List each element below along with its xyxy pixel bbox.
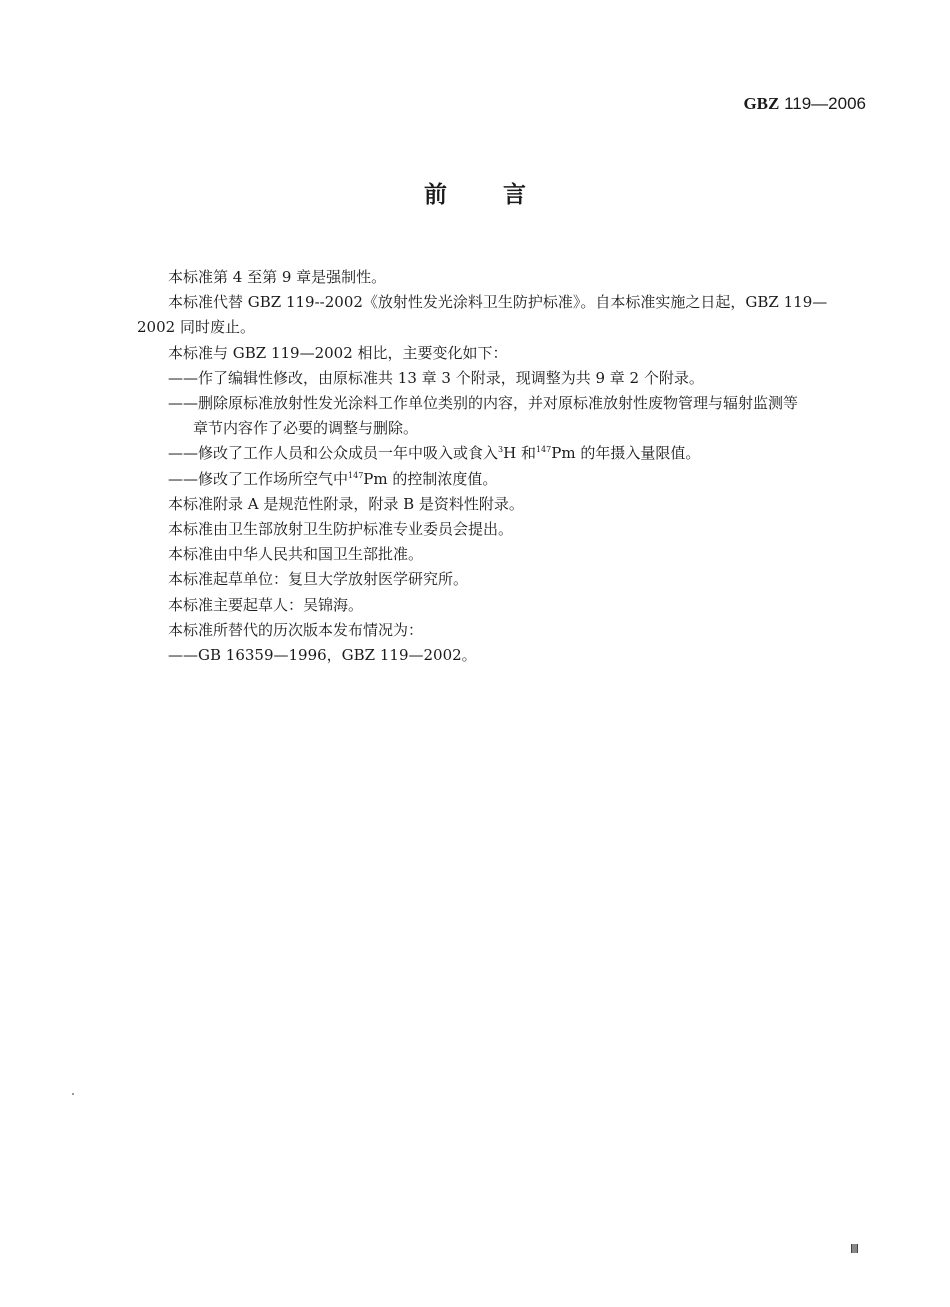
paragraph-drafter: 本标准主要起草人：吴锦海。 [168, 595, 364, 614]
change-item-intake-limits: ——修改了工作人员和公众成员一年中吸入或食入$^3$H 和$^{147}$Pm 的年摄入量限值。 [168, 444, 701, 463]
change-item-air-concentration: ——修改了工作场所空气中$^{147}$Pm 的控制浓度值。 [168, 469, 498, 488]
paragraph-proposed-by: 本标准由卫生部放射卫生防护标准专业委员会提出。 [168, 520, 514, 539]
history-item: ——GB 16359—1996，GBZ 119—2002。 [168, 646, 477, 665]
page-title: 前言 [424, 182, 582, 208]
standard-code-prefix: GBZ [743, 94, 780, 113]
change-item-deleted: ——删除原标准放射性发光涂料工作单位类别的内容，并对原标准放射性废物管理与辐射监测等 章节内容作了必要的调整与删除。 [168, 394, 799, 438]
paragraph-changes-intro: 本标准与 GBZ 119—2002 相比，主要变化如下： [168, 343, 508, 362]
standard-code-number: 119—2006 [779, 94, 866, 113]
paragraph-mandatory-chapters: 本标准第 4 至第 9 章是强制性。 [168, 268, 387, 286]
standard-code [743, 94, 866, 114]
paragraph-replaces-cont: 2002 同时废止。 [137, 318, 255, 337]
paragraph-drafting-unit: 本标准起草单位：复旦大学放射医学研究所。 [168, 570, 469, 589]
paragraph-annex: 本标准附录 A 是规范性附录，附录 B 是资料性附录。 [168, 494, 524, 513]
change-item-editorial: ——作了编辑性修改，由原标准共 13 章 3 个附录，现调整为共 9 章 2 个附录。 [168, 368, 704, 387]
page-number [851, 1244, 858, 1253]
foreword-body [137, 265, 867, 668]
paragraph-history-intro: 本标准所替代的历次版本发布情况为： [168, 620, 424, 639]
scan-speck [72, 1093, 74, 1095]
paragraph-approved-by: 本标准由中华人民共和国卫生部批准。 [168, 545, 424, 564]
paragraph-replaces: 本标准代替 GBZ 119--2002《放射性发光涂料卫生防护标准》。自本标准实施之日起，GBZ 119— [168, 293, 828, 312]
